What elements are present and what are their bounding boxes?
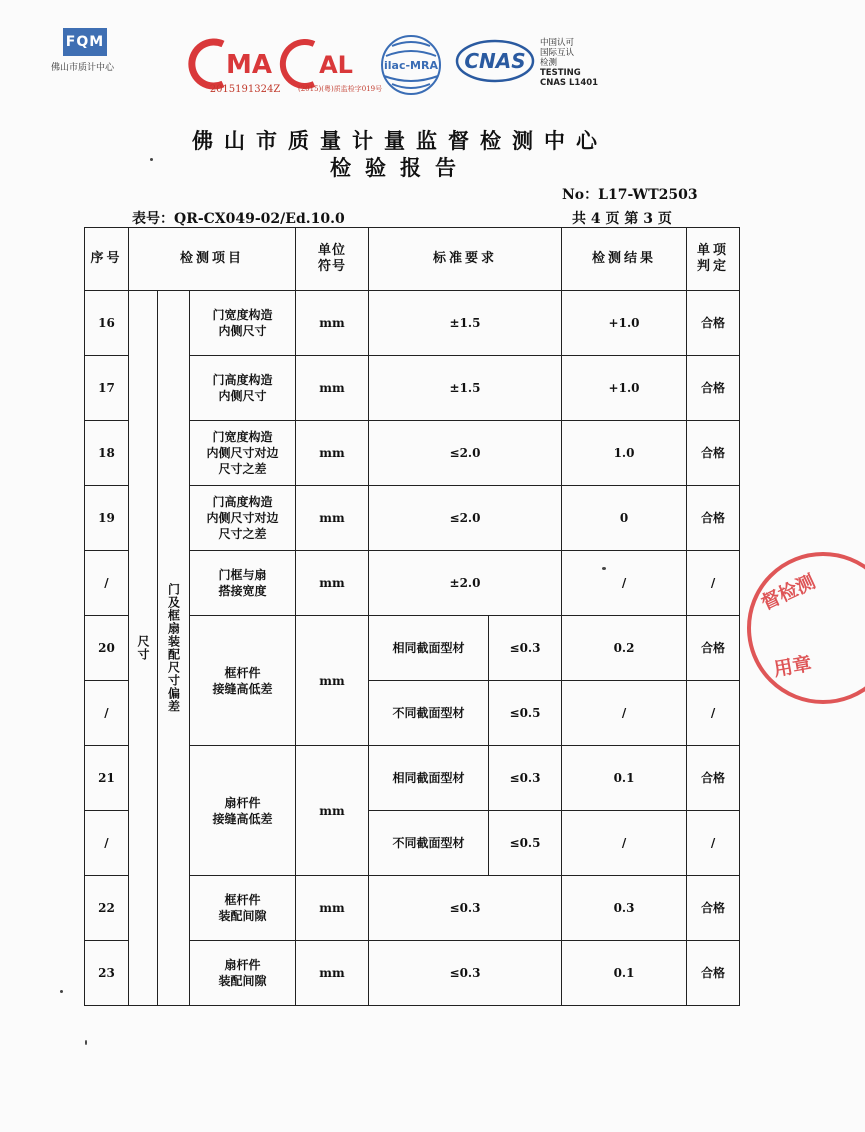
cell-judge: 合格 [687, 356, 740, 421]
cell-req: ≤0.3 [489, 616, 562, 681]
document-title: 佛山市质量计量监督检测中心 [192, 128, 608, 153]
header-unit [296, 228, 369, 291]
cell-item-line: 内侧尺寸 [218, 389, 267, 403]
cell-result: 0.1 [562, 941, 687, 1006]
fqm-logo-caption: 佛山市质计中心 [51, 63, 115, 73]
cell-result: +1.0 [562, 356, 687, 421]
ilac-logo-text: ilac-MRA [384, 59, 438, 72]
cal-code: (2015)(粤)质监检字019号 [298, 85, 383, 93]
cell-seq: / [85, 551, 129, 616]
cell-unit: mm [296, 486, 369, 551]
cell-seq: 21 [85, 746, 129, 811]
cell-item-line: 扇杆件 [224, 795, 261, 810]
cell-item-line: 搭接宽度 [218, 584, 267, 598]
cell-judge: / [687, 681, 740, 746]
cell-result: / [562, 681, 687, 746]
header-item: 检测项目 [129, 228, 296, 291]
cell-item-line: 内侧尺寸对边 [206, 446, 279, 460]
cell-item-line: 内侧尺寸对边 [206, 511, 279, 525]
header-unit-line: 符号 [317, 259, 346, 274]
header-seq: 序号 [85, 228, 129, 291]
group-size-label: 尺寸 [136, 635, 150, 661]
cell-req: ≤0.3 [369, 941, 562, 1006]
cal-logo-text: AL [319, 51, 353, 79]
cell-req: ±1.5 [369, 291, 562, 356]
cell-seq: 16 [85, 291, 129, 356]
cell-item-line: 扇杆件 [224, 958, 261, 972]
official-seal-stamp [745, 548, 865, 708]
cell-item [190, 616, 296, 746]
cell-seq: 20 [85, 616, 129, 681]
table-row [85, 291, 740, 356]
cell-seq: / [85, 811, 129, 876]
cell-unit: mm [296, 551, 369, 616]
cnas-caption-line: 国际互认 [540, 48, 575, 58]
header-unit-line: 单位 [317, 243, 346, 258]
cell-item-line: 框杆件 [224, 665, 261, 680]
cnas-caption [540, 38, 598, 88]
cell-req: ≤0.3 [489, 746, 562, 811]
document-subtitle: 检验报告 [330, 155, 470, 180]
cell-req-cond: 相同截面型材 [369, 616, 489, 681]
cell-seq: 17 [85, 356, 129, 421]
cell-judge: 合格 [687, 486, 740, 551]
group-deviation [158, 291, 190, 1006]
inspection-table [84, 227, 740, 1006]
cell-seq: / [85, 681, 129, 746]
svg-text:用章: 用章 [772, 652, 814, 681]
cell-result: / [562, 551, 687, 616]
cell-judge: 合格 [687, 941, 740, 1006]
cma-logo-text: MA [226, 50, 272, 80]
cell-item [190, 356, 296, 421]
cell-req: ≤2.0 [369, 421, 562, 486]
cell-seq: 23 [85, 941, 129, 1006]
scan-speck [602, 567, 606, 570]
cell-item [190, 486, 296, 551]
cell-req: ≤0.5 [489, 681, 562, 746]
cell-item-line: 门宽度构造 [212, 308, 273, 322]
cma-code: 2015191324Z [209, 84, 281, 95]
cell-judge: / [687, 551, 740, 616]
cell-seq: 22 [85, 876, 129, 941]
cell-unit: mm [296, 941, 369, 1006]
page-info: 共 4 页 第 3 页 [572, 211, 672, 227]
cnas-caption-line: 检测 [540, 58, 558, 68]
cnas-logo-text: CNAS [464, 49, 526, 73]
cell-unit: mm [296, 876, 369, 941]
cell-req: ≤2.0 [369, 486, 562, 551]
cell-judge: 合格 [687, 746, 740, 811]
cell-item [190, 291, 296, 356]
cnas-caption-line: TESTING [540, 68, 581, 78]
cell-item [190, 746, 296, 876]
ilac-mra-logo [378, 32, 444, 98]
fqm-logo [51, 28, 135, 78]
cell-req-cond: 不同截面型材 [369, 811, 489, 876]
cell-item-line: 门框与扇 [218, 568, 267, 582]
fqm-logo-mark: FQM [63, 28, 107, 56]
svg-text:督检测: 督检测 [757, 570, 819, 615]
cell-unit: mm [296, 291, 369, 356]
cell-result: 0.3 [562, 876, 687, 941]
cell-judge: / [687, 811, 740, 876]
cell-judge: 合格 [687, 876, 740, 941]
cell-req: ±2.0 [369, 551, 562, 616]
cell-result: 0 [562, 486, 687, 551]
cell-item-line: 装配间隙 [218, 909, 267, 923]
cnas-logo [455, 36, 535, 86]
cell-item-line: 装配间隙 [218, 974, 267, 988]
cell-item [190, 421, 296, 486]
scan-speck [150, 158, 153, 161]
header-judge-line: 判定 [697, 259, 730, 274]
cell-req: ±1.5 [369, 356, 562, 421]
cell-judge: 合格 [687, 421, 740, 486]
cnas-caption-line: CNAS L1401 [540, 78, 599, 88]
cell-item-line: 门宽度构造 [212, 430, 273, 444]
cell-unit: mm [296, 356, 369, 421]
cell-item-line: 尺寸之差 [218, 527, 267, 541]
header-judge-line: 单项 [697, 243, 730, 258]
cell-seq: 18 [85, 421, 129, 486]
cell-item-line: 框杆件 [224, 893, 261, 907]
cell-item-line: 尺寸之差 [218, 462, 267, 476]
cell-result: +1.0 [562, 291, 687, 356]
group-deviation-label: 门及框扇装配尺寸偏差 [166, 583, 181, 713]
cell-item-line: 接缝高低差 [212, 811, 273, 826]
cell-seq: 19 [85, 486, 129, 551]
cell-unit: mm [296, 746, 369, 876]
cell-result: / [562, 811, 687, 876]
cell-item [190, 876, 296, 941]
cell-judge: 合格 [687, 291, 740, 356]
table-header-row [85, 228, 740, 291]
cell-item [190, 941, 296, 1006]
cell-item-line: 门高度构造 [212, 495, 273, 509]
cell-req: ≤0.3 [369, 876, 562, 941]
cell-result: 0.1 [562, 746, 687, 811]
cell-result: 1.0 [562, 421, 687, 486]
cell-result: 0.2 [562, 616, 687, 681]
cell-unit: mm [296, 421, 369, 486]
cell-judge: 合格 [687, 616, 740, 681]
report-number: No：L17-WT2503 [562, 187, 698, 203]
scan-speck [60, 990, 63, 993]
cell-item-line: 门高度构造 [212, 373, 273, 387]
header-result: 检测结果 [562, 228, 687, 291]
cell-item-line: 内侧尺寸 [218, 324, 267, 338]
cell-req-cond: 不同截面型材 [369, 681, 489, 746]
cell-item [190, 551, 296, 616]
cell-item-line: 接缝高低差 [212, 681, 273, 696]
cnas-caption-line: 中国认可 [540, 38, 575, 48]
cell-req-cond: 相同截面型材 [369, 746, 489, 811]
scan-speck [85, 1040, 87, 1045]
cell-unit: mm [296, 616, 369, 746]
form-number: 表号：QR-CX049-02/Ed.10.0 [132, 211, 345, 227]
header-requirement: 标准要求 [369, 228, 562, 291]
header-judge [687, 228, 740, 291]
cell-req: ≤0.5 [489, 811, 562, 876]
group-size [129, 291, 158, 1006]
